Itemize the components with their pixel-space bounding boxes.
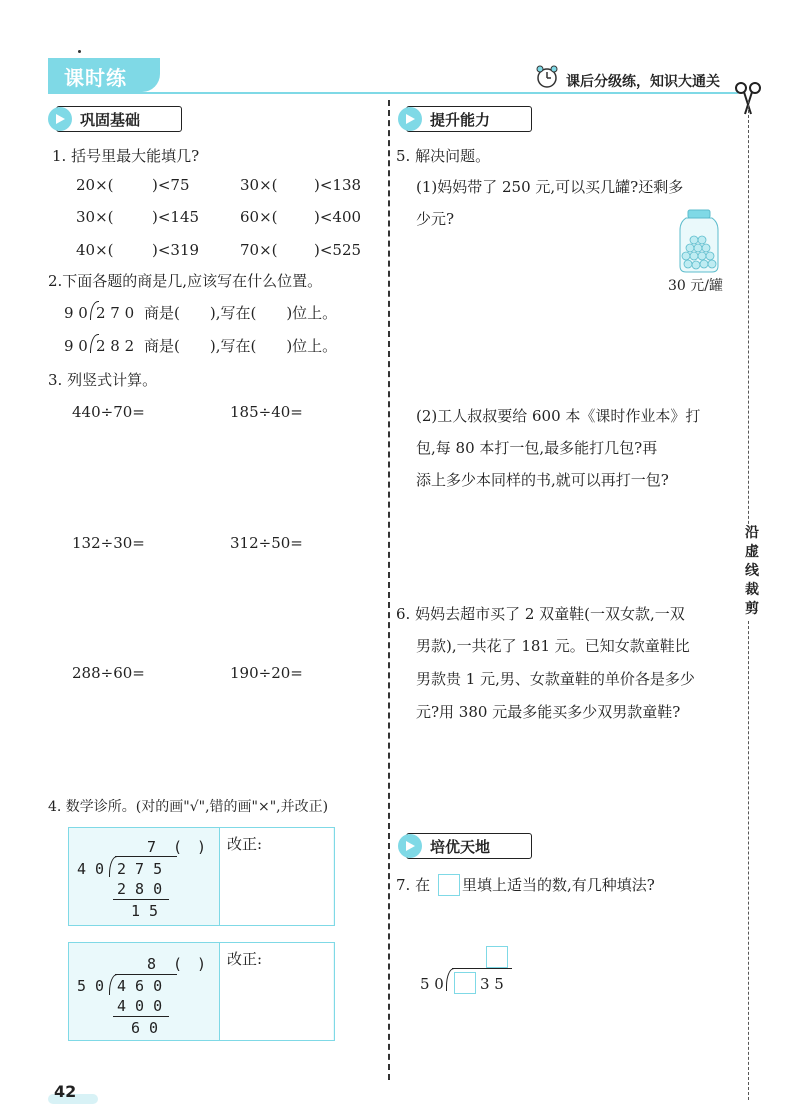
diagnosis-box-2: 8 ( ) 5 0 4 6 0 4 0 0 6 0 改正: bbox=[68, 942, 335, 1041]
q7-suffix: 里填上适当的数,有几种填法? bbox=[462, 876, 655, 894]
quotient-box[interactable] bbox=[486, 946, 508, 968]
alarm-clock-icon bbox=[534, 64, 560, 90]
page-title: 课时练 bbox=[64, 66, 127, 90]
diagnosis-box-1: 7 ( ) 4 0 2 7 5 2 8 0 1 5 改正: bbox=[68, 827, 335, 926]
column-divider bbox=[388, 100, 390, 1080]
q1-r3-d: )<525 bbox=[314, 241, 362, 259]
q5-p1-line1: (1)妈妈带了 250 元,可以买几罐?还剩多 bbox=[416, 178, 684, 196]
q4-title: 4. 数学诊所。(对的画"√",错的画"×",并改正) bbox=[48, 799, 329, 815]
q3-problem-6: 190÷20= bbox=[230, 664, 303, 682]
q3-problem-3: 132÷30= bbox=[72, 534, 145, 552]
q1-r1-d: )<138 bbox=[314, 176, 362, 194]
header-dot bbox=[78, 50, 81, 53]
answer-box[interactable] bbox=[438, 874, 460, 896]
q5-title: 5. 解决问题。 bbox=[396, 147, 491, 165]
section-basics-header: 巩固基础 bbox=[48, 106, 188, 132]
play-icon bbox=[48, 107, 72, 131]
q1-r3-b: )<319 bbox=[152, 241, 200, 259]
q6-line2: 男款),一共花了 181 元。已知女款童鞋比 bbox=[416, 637, 690, 655]
q3-problem-4: 312÷50= bbox=[230, 534, 303, 552]
q3-title: 3. 列竖式计算。 bbox=[48, 371, 158, 389]
q1-r1-c: 30×( bbox=[240, 176, 278, 194]
q3-problem-1: 440÷70= bbox=[72, 403, 145, 421]
q6-line3: 男款贵 1 元,男、女款童鞋的单价各是多少 bbox=[416, 670, 695, 688]
q1-r2-b: )<145 bbox=[152, 208, 200, 226]
page-number: 42 bbox=[54, 1082, 77, 1101]
q1-r2-d: )<400 bbox=[314, 208, 362, 226]
correction-label: 改正: bbox=[227, 950, 263, 968]
q5-p2-line2: 包,每 80 本打一包,最多能打几包?再 bbox=[416, 439, 658, 457]
q2-title: 2.下面各题的商是几,应该写在什么位置。 bbox=[48, 272, 323, 290]
q1-r3-c: 70×( bbox=[240, 241, 278, 259]
header-tagline: 课后分级练，知识大通关 bbox=[566, 74, 720, 90]
play-icon bbox=[398, 107, 422, 131]
dividend-box[interactable] bbox=[454, 972, 476, 994]
price-label: 30 元/罐 bbox=[668, 278, 723, 294]
q1-r2-a: 30×( bbox=[76, 208, 114, 226]
q7-prefix: 7. 在 bbox=[396, 876, 431, 894]
q5-p2-line3: 添上多少本同样的书,就可以再打一包? bbox=[416, 471, 669, 489]
correction-label: 改正: bbox=[227, 835, 263, 853]
q1-r1-b: )<75 bbox=[152, 176, 190, 194]
q3-problem-5: 288÷60= bbox=[72, 664, 145, 682]
q1-r1-a: 20×( bbox=[76, 176, 114, 194]
section-improve-header: 提升能力 bbox=[398, 106, 538, 132]
q5-p2-line1: (2)工人叔叔要给 600 本《课时作业本》打 bbox=[416, 407, 701, 425]
q6-line1: 6. 妈妈去超市买了 2 双童鞋(一双女款,一双 bbox=[396, 605, 685, 623]
q5-p1-line2: 少元? bbox=[416, 210, 455, 228]
q3-problem-2: 185÷40= bbox=[230, 403, 303, 421]
q1-title: 1. 括号里最大能填几? bbox=[52, 147, 200, 165]
q1-r2-c: 60×( bbox=[240, 208, 278, 226]
candy-jar-icon bbox=[674, 208, 724, 274]
header-rule bbox=[48, 92, 738, 94]
play-icon bbox=[398, 834, 422, 858]
q6-line4: 元?用 380 元最多能买多少双男款童鞋? bbox=[416, 703, 681, 721]
q1-r3-a: 40×( bbox=[76, 241, 114, 259]
cut-instruction: 沿 虚 线 裁 剪 bbox=[742, 524, 762, 619]
section-advanced-header: 培优天地 bbox=[398, 833, 538, 859]
